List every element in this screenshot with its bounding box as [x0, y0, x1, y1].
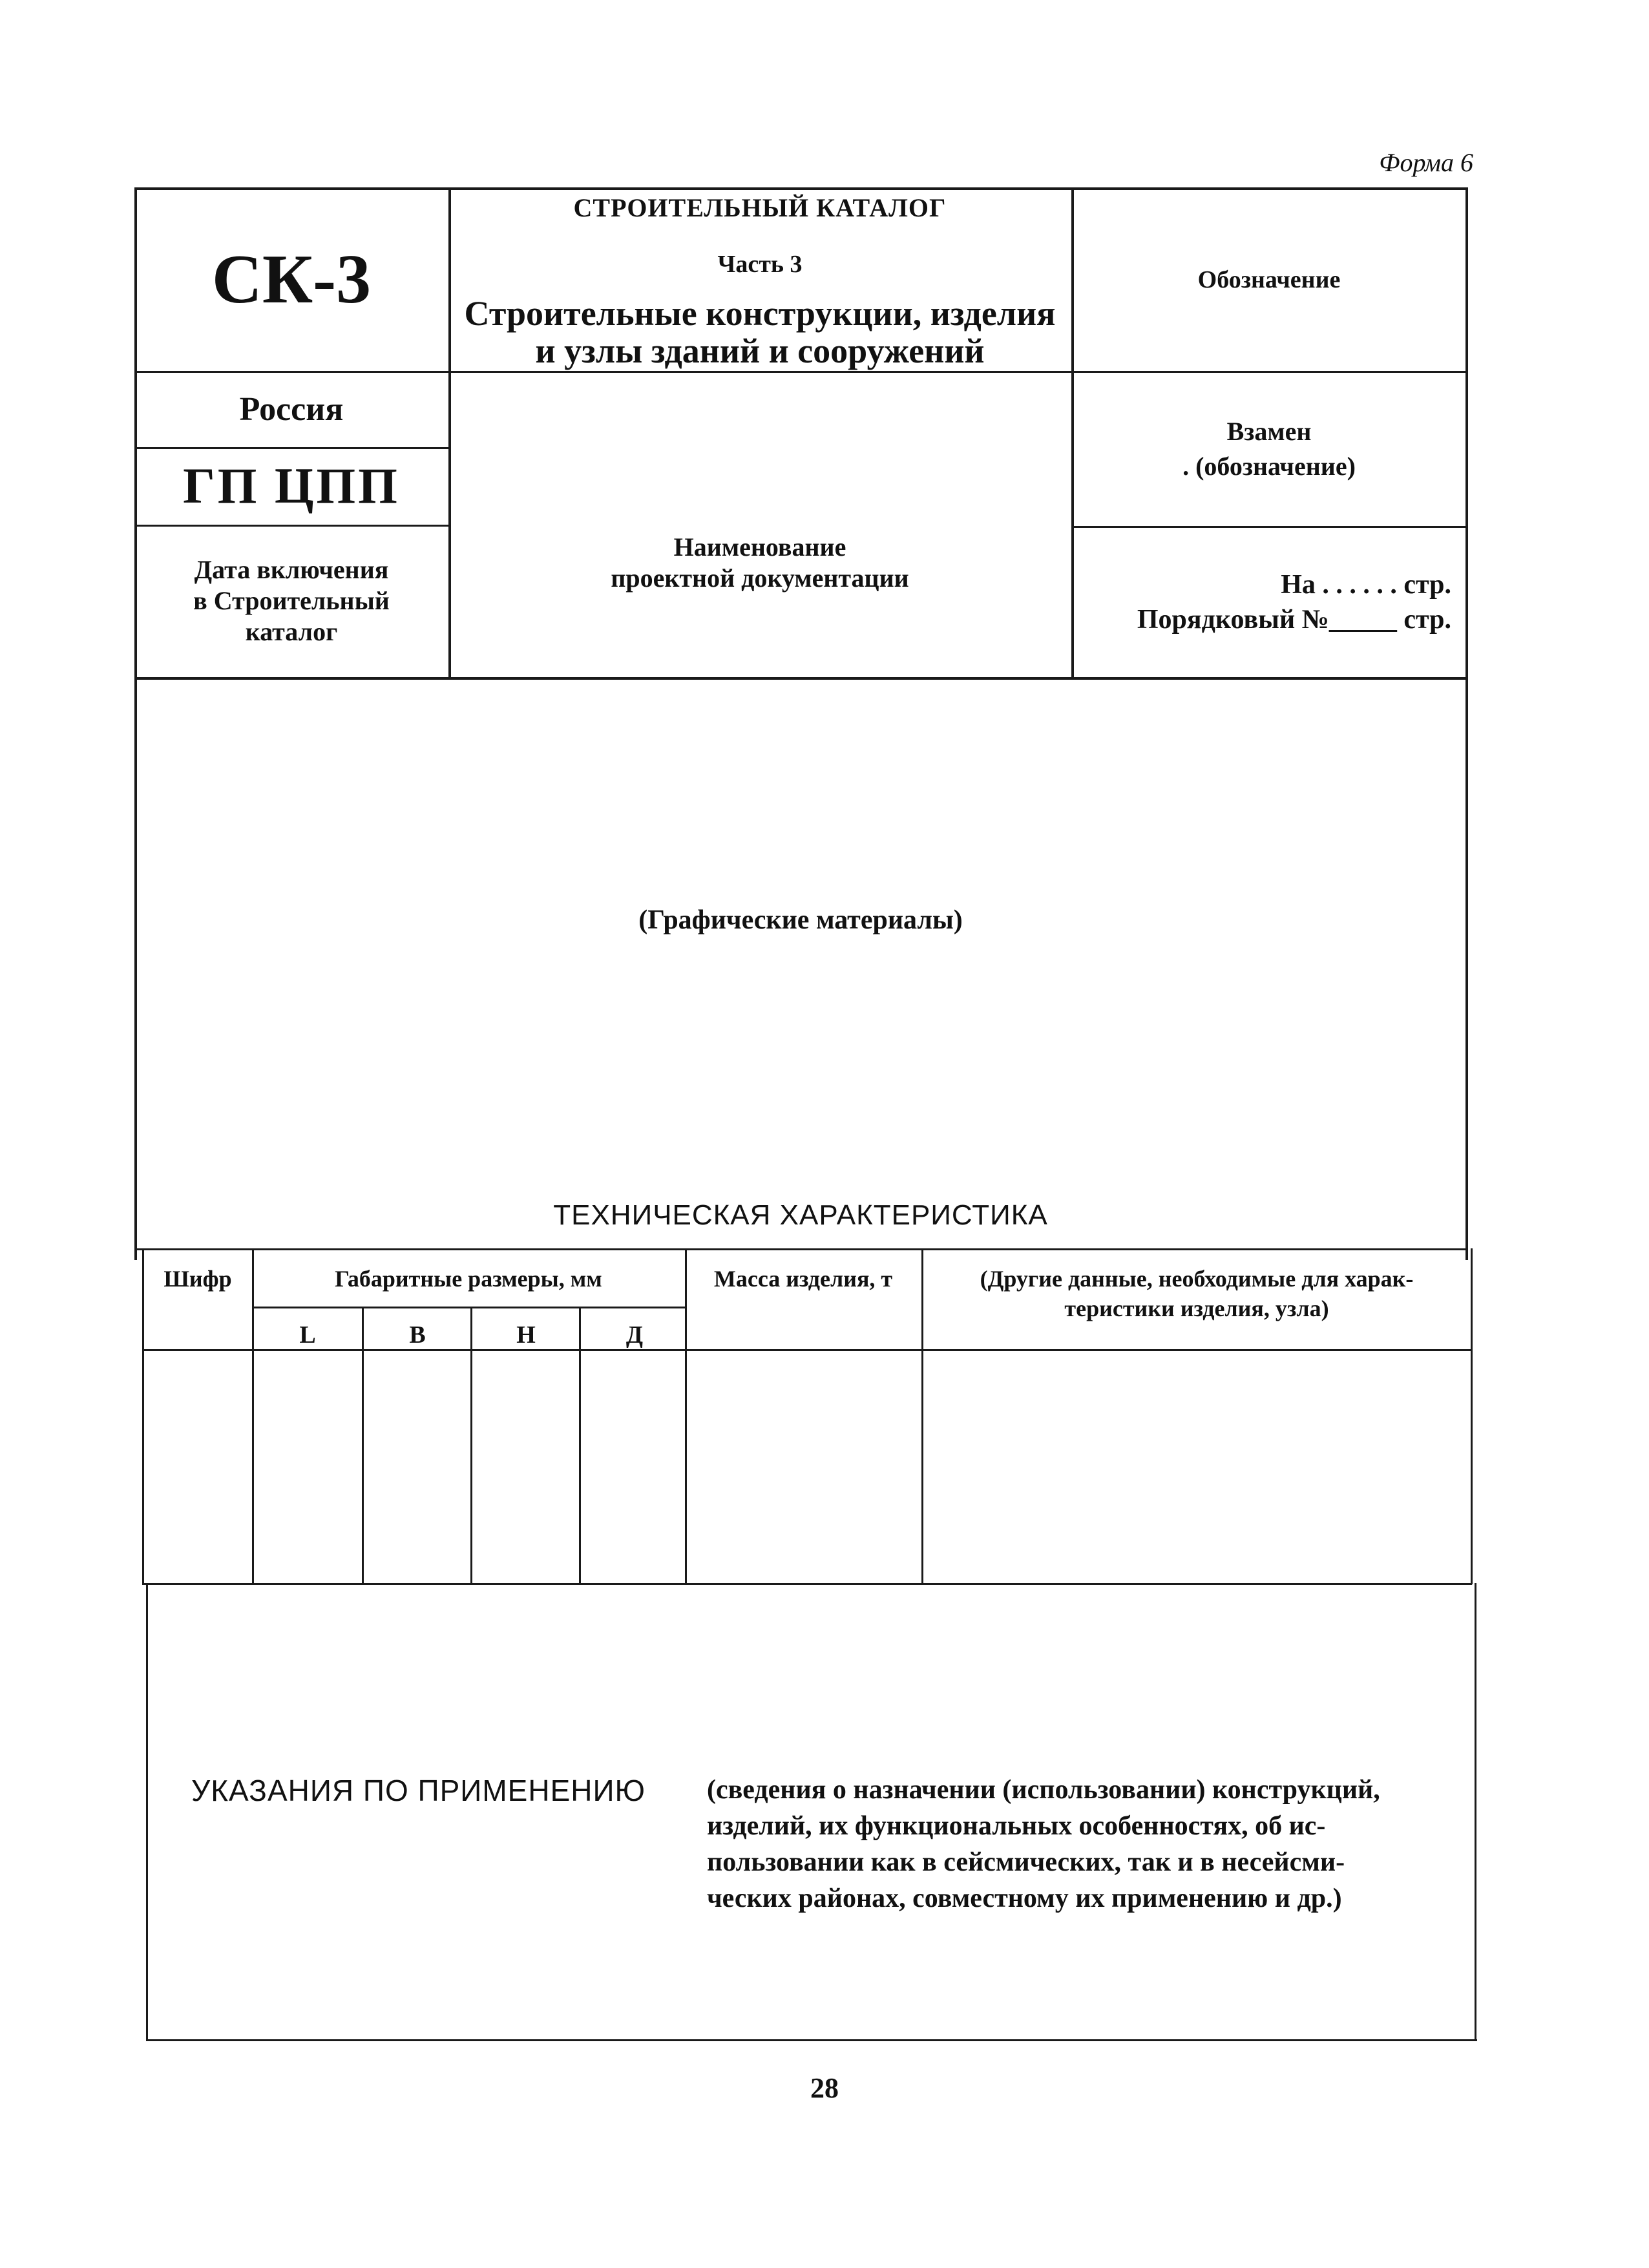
page-number: 28 — [810, 2072, 839, 2104]
usage-text-line: (сведения о назначении (использовании) конструкций, — [707, 1775, 1380, 1805]
sub-col-diameter: Д — [625, 1321, 644, 1349]
inclusion-date-cell — [134, 525, 448, 677]
replaces-cell — [1071, 371, 1467, 527]
catalog-part: Часть 3 — [717, 251, 803, 278]
catalog-title-cell — [448, 189, 1071, 371]
usage-text-line: изделий, их функциональных особенностях, об ис- — [707, 1811, 1326, 1841]
tech-bottom-line — [142, 1583, 1472, 1585]
designation-cell — [1071, 189, 1467, 371]
organization-label: ГП ЦПП — [183, 457, 400, 514]
usage-right-line — [1475, 1583, 1476, 2041]
pages-cell — [1071, 527, 1467, 677]
header-bottom-line — [134, 677, 1468, 680]
pages-count-line: На . . . . . . стр. — [1281, 570, 1451, 600]
tech-header-bottom-line — [142, 1349, 1472, 1351]
replaces-designation: . (обозначение) — [1182, 452, 1356, 481]
tech-sub-line — [252, 1307, 686, 1308]
tech-left-line — [142, 1248, 144, 1584]
usage-text-line: ческих районах, совместному их применению и др.) — [707, 1884, 1342, 1913]
tech-top-line — [134, 1248, 1468, 1250]
serial-number-line: Порядковый №_____ стр. — [1137, 605, 1451, 635]
usage-text — [707, 1772, 1464, 1916]
catalog-section-line1: Строительные конструкции, изделия — [464, 294, 1056, 333]
col-dimensions-header: Габаритные размеры, мм — [335, 1266, 602, 1292]
catalog-code-text: СК-3 — [211, 241, 372, 318]
replaces-label: Взамен — [1226, 417, 1312, 446]
usage-title: УКАЗАНИЯ ПО ПРИМЕНЕНИЮ — [191, 1774, 646, 1807]
tech-col-line — [685, 1248, 687, 1584]
form-label: Форма 6 — [1379, 148, 1473, 177]
col-mass-header: Масса изделия, т — [713, 1266, 893, 1292]
col-other-header — [921, 1264, 1472, 1323]
doc-name-line: Наименование — [673, 532, 846, 562]
catalog-code — [134, 189, 448, 371]
usage-bottom-line — [146, 2039, 1477, 2041]
usage-text-line: пользовании как в сейсмических, так и в несейсми- — [707, 1847, 1345, 1877]
col-other-line: (Другие данные, необходимые для харак- — [980, 1266, 1414, 1292]
tech-col-line — [252, 1248, 254, 1584]
catalog-title: СТРОИТЕЛЬНЫЙ КАТАЛОГ — [573, 193, 947, 222]
graphic-materials-label: (Графические материалы) — [638, 905, 963, 935]
inclusion-date-line: в Строительный — [193, 586, 390, 615]
col-code-header: Шифр — [163, 1266, 232, 1292]
usage-left-line — [146, 1583, 148, 2041]
sub-col-height: H — [516, 1321, 536, 1349]
country-cell — [134, 371, 448, 447]
designation-label: Обозначение — [1197, 266, 1341, 293]
doc-name-cell — [448, 371, 1071, 677]
inclusion-date-line: каталог — [245, 617, 338, 646]
doc-name-line: проектной документации — [611, 563, 909, 593]
inclusion-date-line: Дата включения — [194, 555, 389, 584]
country-label: Россия — [239, 390, 344, 428]
col-other-line: теристики изделия, узла) — [1064, 1296, 1329, 1321]
sub-col-width: B — [409, 1321, 426, 1349]
catalog-section-line2: и узлы зданий и сооружений — [535, 331, 985, 370]
organization-cell — [134, 447, 448, 525]
tech-title: ТЕХНИЧЕСКАЯ ХАРАКТЕРИСТИКА — [553, 1199, 1048, 1231]
sub-col-length: L — [299, 1321, 316, 1349]
